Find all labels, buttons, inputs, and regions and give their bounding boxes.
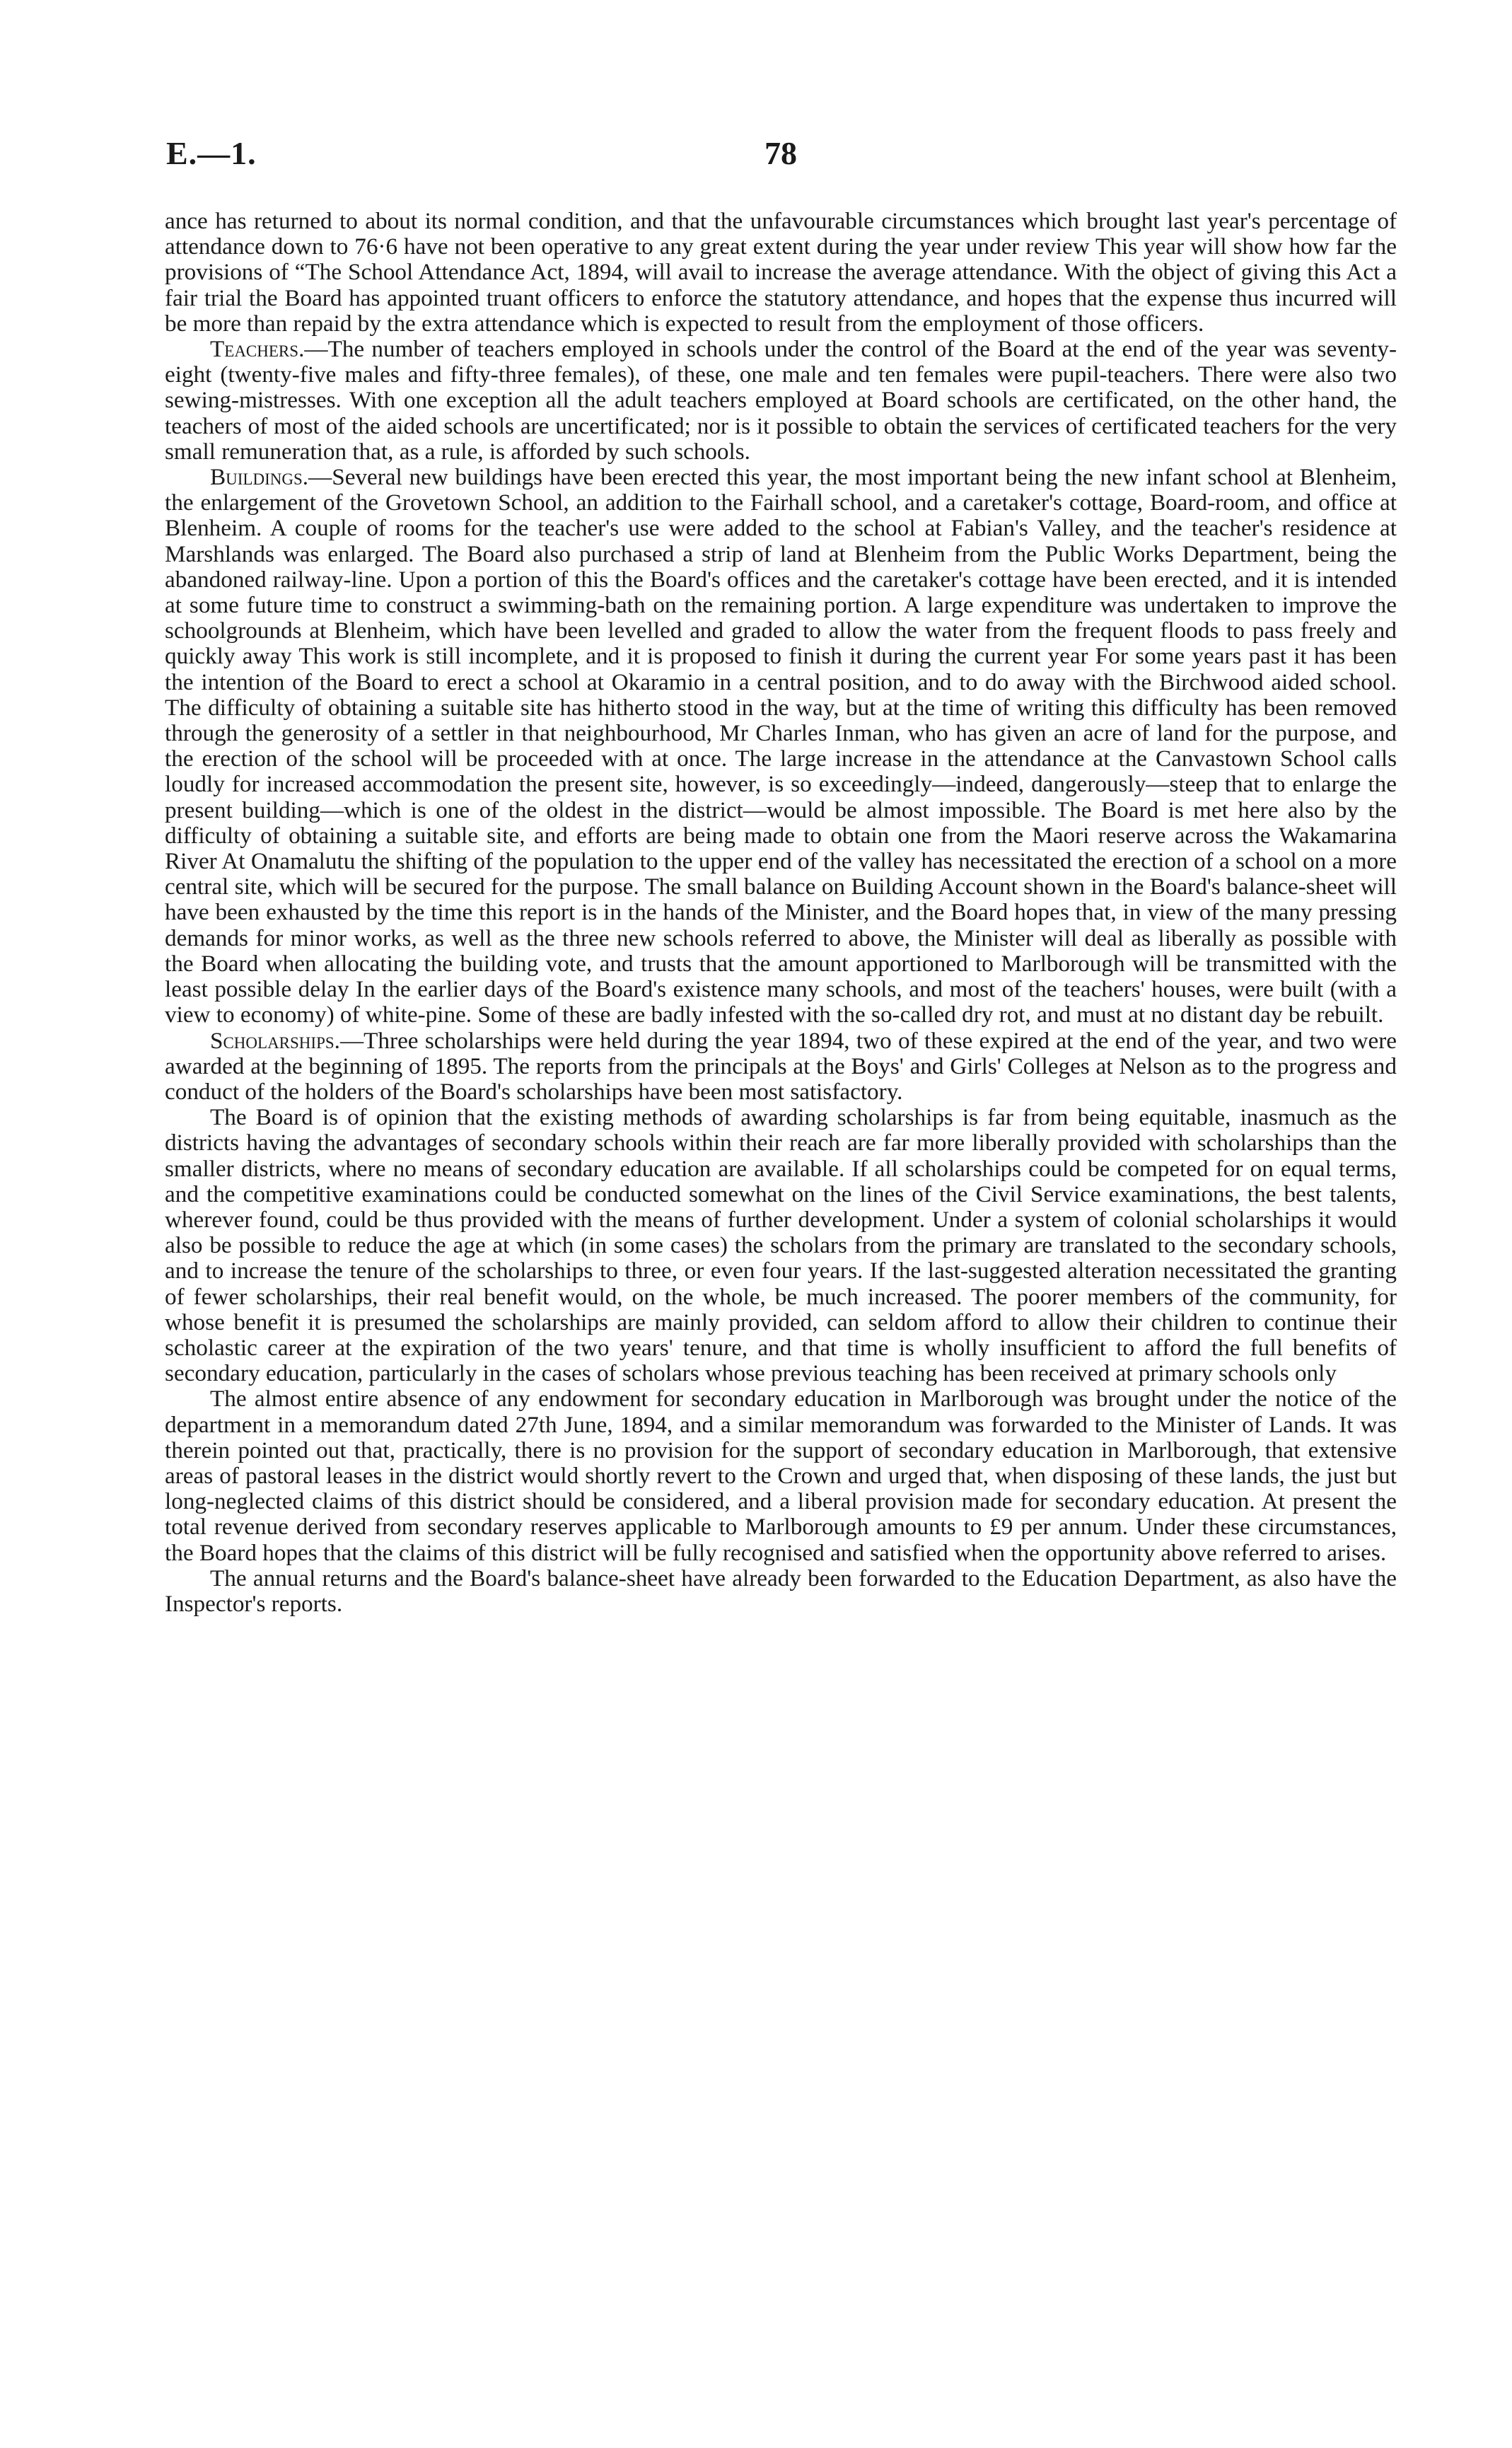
body-text (165, 209, 1397, 1617)
page-header (166, 134, 1395, 177)
paragraph-annual-returns (165, 1566, 1397, 1617)
paragraph-text: The almost entire absence of any endowment for secondary education in Marlborough was brought under the notice of the department in a memorandum dated 27th June, 1894, and a similar memorandum was forwarded to the Minister of Lands. It was therein pointed out that, practically, there is no provision for the support of secondary education in Marlborough, that extensive areas of pastoral leases in the district would shortly revert to the Crown and urged that, when disposing of these lands, the just but long-neglected claims of this district should be considered, and a liberal provision made for secondary education. At present the total revenue derived from secondary reserves applicable to Marlborough amounts to £9 per annum. Under these circumstances, the Board hopes that the claims of this district will be fully recognised and satisfied when the opportunity above referred to arises. (165, 1386, 1397, 1566)
section-heading-teachers: Teachers. (210, 336, 305, 363)
paragraph-board-opinion (165, 1105, 1397, 1386)
paragraph-attendance-continuation (165, 209, 1397, 337)
section-heading-scholarships: Scholarships. (210, 1027, 340, 1054)
paragraph-text: —Three scholarships were held during the year 1894, two of these expired at the end of the year, and two were awarded at the beginning of 1895. The reports from the principals at the Boys' and Girls' Colleges at Nelson as to the progress and conduct of the holders of the Board's scholarships have been most satisfactory. (165, 1027, 1397, 1105)
paragraph-text: The annual returns and the Board's balance-sheet have already been forwarded to the Education Department, as also have the Inspector's reports. (165, 1565, 1397, 1617)
section-heading-buildings: Buildings. (210, 464, 309, 491)
paragraph-buildings (165, 465, 1397, 1028)
paragraph-endowment (165, 1386, 1397, 1565)
paragraph-text: The Board is of opinion that the existing methods of awarding scholarships is far from being equitable, inasmuch as the districts having the advantages of secondary schools within their reach are far more liberally provided with scholarships than the smaller districts, where no means of secondary education are available. If all scholarships could be competed for on equal terms, and the competitive examinations could be conducted somewhat on the lines of the Civil Service examinations, the best talents, wherever found, could be thus provided with the means of further development. Under a system of colonial scholarships it would also be possible to reduce the age at which (in some cases) the scholars from the primary are translated to the secondary schools, and to increase the tenure of the scholarships to three, or even four years. If the last-suggested alteration necessitated the granting of fewer scholarships, their real benefit would, on the whole, be much increased. The poorer members of the community, for whose benefit it is presumed the scholarships are mainly provided, can seldom afford to allow their children to continue their scholastic career at the expiration of the two years' tenure, and that time is wholly insufficient to afford the full benefits of secondary education, particularly in the cases of scholars whose previous teaching has been received at primary schools only (165, 1104, 1397, 1387)
paragraph-text: —The number of teachers employed in schools under the control of the Board at the end of the year was seventy-eight (twenty-five males and fifty-three females), of these, one male and ten females were pupil-teachers. There were also two sewing-mistresses. With one exception all the adult teachers employed at Board schools are certificated, on the other hand, the teachers of most of the aided schools are uncertificated; nor is it possible to obtain the services of certificated teachers for the very small remuneration that, as a rule, is afforded by such schools. (165, 336, 1397, 465)
page-number: 78 (764, 135, 797, 171)
paragraph-scholarships (165, 1028, 1397, 1106)
paragraph-text: ance has returned to about its normal condition, and that the unfavourable circumstances which brought last year's percentage of attendance down to 76·6 have not been operative to any great extent during the year under review This year will show how far the provisions of “The School Attendance Act, 1894, will avail to increase the average attendance. With the object of giving this Act a fair trial the Board has appointed truant officers to enforce the statutory attendance, and hopes that the expense thus incurred will be more than repaid by the extra attendance which is expected to result from the employment of those officers. (165, 208, 1397, 337)
document-reference: E.—1. (166, 135, 257, 171)
paragraph-text: —Several new buildings have been erected this year, the most important being the new infant school at Blenheim, the enlargement of the Grovetown School, an addition to the Fairhall school, and a caretaker's cottage, Board-room, and office at Blenheim. A couple of rooms for the teacher's use were added to the school at Fabian's Valley, and the teacher's residence at Marshlands was enlarged. The Board also purchased a strip of land at Blenheim from the Public Works Department, being the abandoned railway-line. Upon a portion of this the Board's offices and the caretaker's cottage have been erected, and it is intended at some future time to construct a swimming-bath on the remaining portion. A large expenditure was undertaken to improve the schoolgrounds at Blenheim, which have been levelled and graded to allow the water from the frequent floods to pass freely and quickly away This work is still incomplete, and it is proposed to finish it during the current year For some years past it has been the intention of the Board to erect a school at Okaramio in a central position, and to do away with the Birchwood aided school. The difficulty of obtaining a suitable site has hitherto stood in the way, but at the time of writing this difficulty has been removed through the generosity of a settler in that neighbourhood, Mr Charles Inman, who has given an acre of land for the purpose, and the erection of the school will be proceeded with at once. The large increase in the attendance at the Canvastown School calls loudly for increased accommodation the present site, however, is so exceedingly—indeed, dangerously—steep that to enlarge the present building—which is one of the oldest in the district—would be almost impossible. The Board is met here also by the difficulty of obtaining a suitable site, and efforts are being made to obtain one from the Maori reserve across the Wakamarina River At Onamalutu the shifting of the population to the upper end of the valley has necessitated the erection of a school on a more central site, which will be secured for the purpose. The small balance on Building Account shown in the Board's balance-sheet will have been exhausted by the time this report is in the hands of the Minister, and the Board hopes that, in view of the many pressing demands for minor works, as well as the three new schools referred to above, the Minister will deal as liberally as possible with the Board when allocating the building vote, and trusts that the amount apportioned to Marlborough will be transmitted with the least possible delay In the earlier days of the Board's existence many schools, and most of the teachers' houses, were built (with a view to economy) of white-pine. Some of these are badly infested with the so-called dry rot, and must at no distant day be rebuilt. (165, 464, 1397, 1028)
paragraph-teachers (165, 337, 1397, 465)
